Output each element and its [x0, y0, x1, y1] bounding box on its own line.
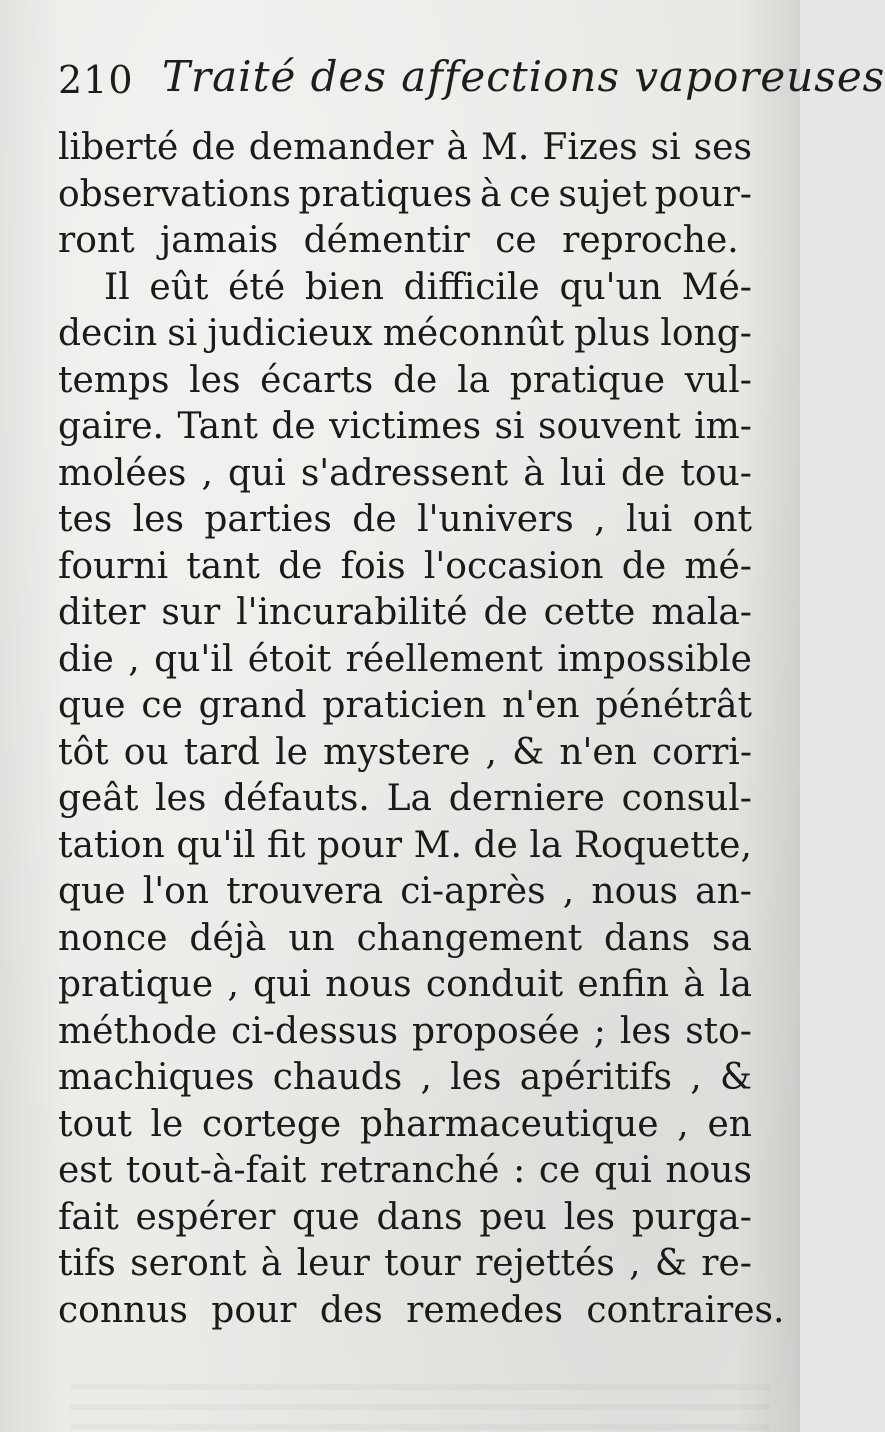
text-line: connus pour des remedes contraires.: [58, 1289, 785, 1331]
text-line: tation qu'il fit pour M. de la Roquette,: [58, 824, 752, 866]
text-line: que ce grand praticien n'en pénétrât: [58, 685, 752, 726]
text-line: tôt ou tard le mystere , & n'en corri-: [58, 731, 752, 773]
text-line: observations pratiques à ce sujet pour-: [58, 173, 752, 215]
text-line: liberté de demander à M. Fizes si ses: [58, 127, 752, 168]
text-line: temps les écarts de la pratique vul-: [58, 359, 752, 401]
text-line: tout le cortege pharmaceutique , en: [58, 1103, 752, 1145]
page-header: [58, 52, 885, 112]
text-line: die , qu'il étoit réellement impossible: [58, 638, 752, 680]
text-line: est tout-à-fait retranché : ce qui nous: [58, 1150, 752, 1191]
text-line: pratique , qui nous conduit enfin à la: [58, 964, 752, 1005]
text-line: ront jamais démentir ce reproche.: [58, 220, 739, 261]
text-line: fourni tant de fois l'occasion de mé-: [58, 545, 752, 587]
show-through-bleed: [70, 1370, 770, 1430]
text-line: geât les défauts. La derniere consul-: [58, 778, 752, 819]
text-line: gaire. Tant de victimes si souvent im-: [58, 406, 752, 447]
text-line: nonce déjà un changement dans sa: [58, 917, 752, 959]
text-line: fait espérer que dans peu les purga-: [58, 1196, 752, 1238]
running-title: Traité des affections vaporeuses: [162, 52, 885, 101]
text-line: molées , qui s'adressent à lui de tou-: [58, 452, 752, 494]
body-text: [58, 125, 785, 1334]
text-line: tifs seront à leur tour rejettés , & re-: [58, 1243, 752, 1284]
text-line: tes les parties de l'univers , lui ont: [58, 499, 752, 540]
text-line: machiques chauds , les apéritifs , &: [58, 1057, 752, 1098]
text-line: méthode ci-dessus proposée ; les sto-: [58, 1010, 752, 1052]
page-number: 210: [58, 58, 134, 102]
text-line: que l'on trouvera ci-après , nous an-: [58, 871, 752, 912]
text-line: diter sur l'incurabilité de cette mala-: [58, 592, 752, 633]
text-line: decin si judicieux méconnût plus long-: [58, 313, 752, 354]
text-line: Il eût été bien difficile qu'un Mé-: [104, 266, 752, 308]
